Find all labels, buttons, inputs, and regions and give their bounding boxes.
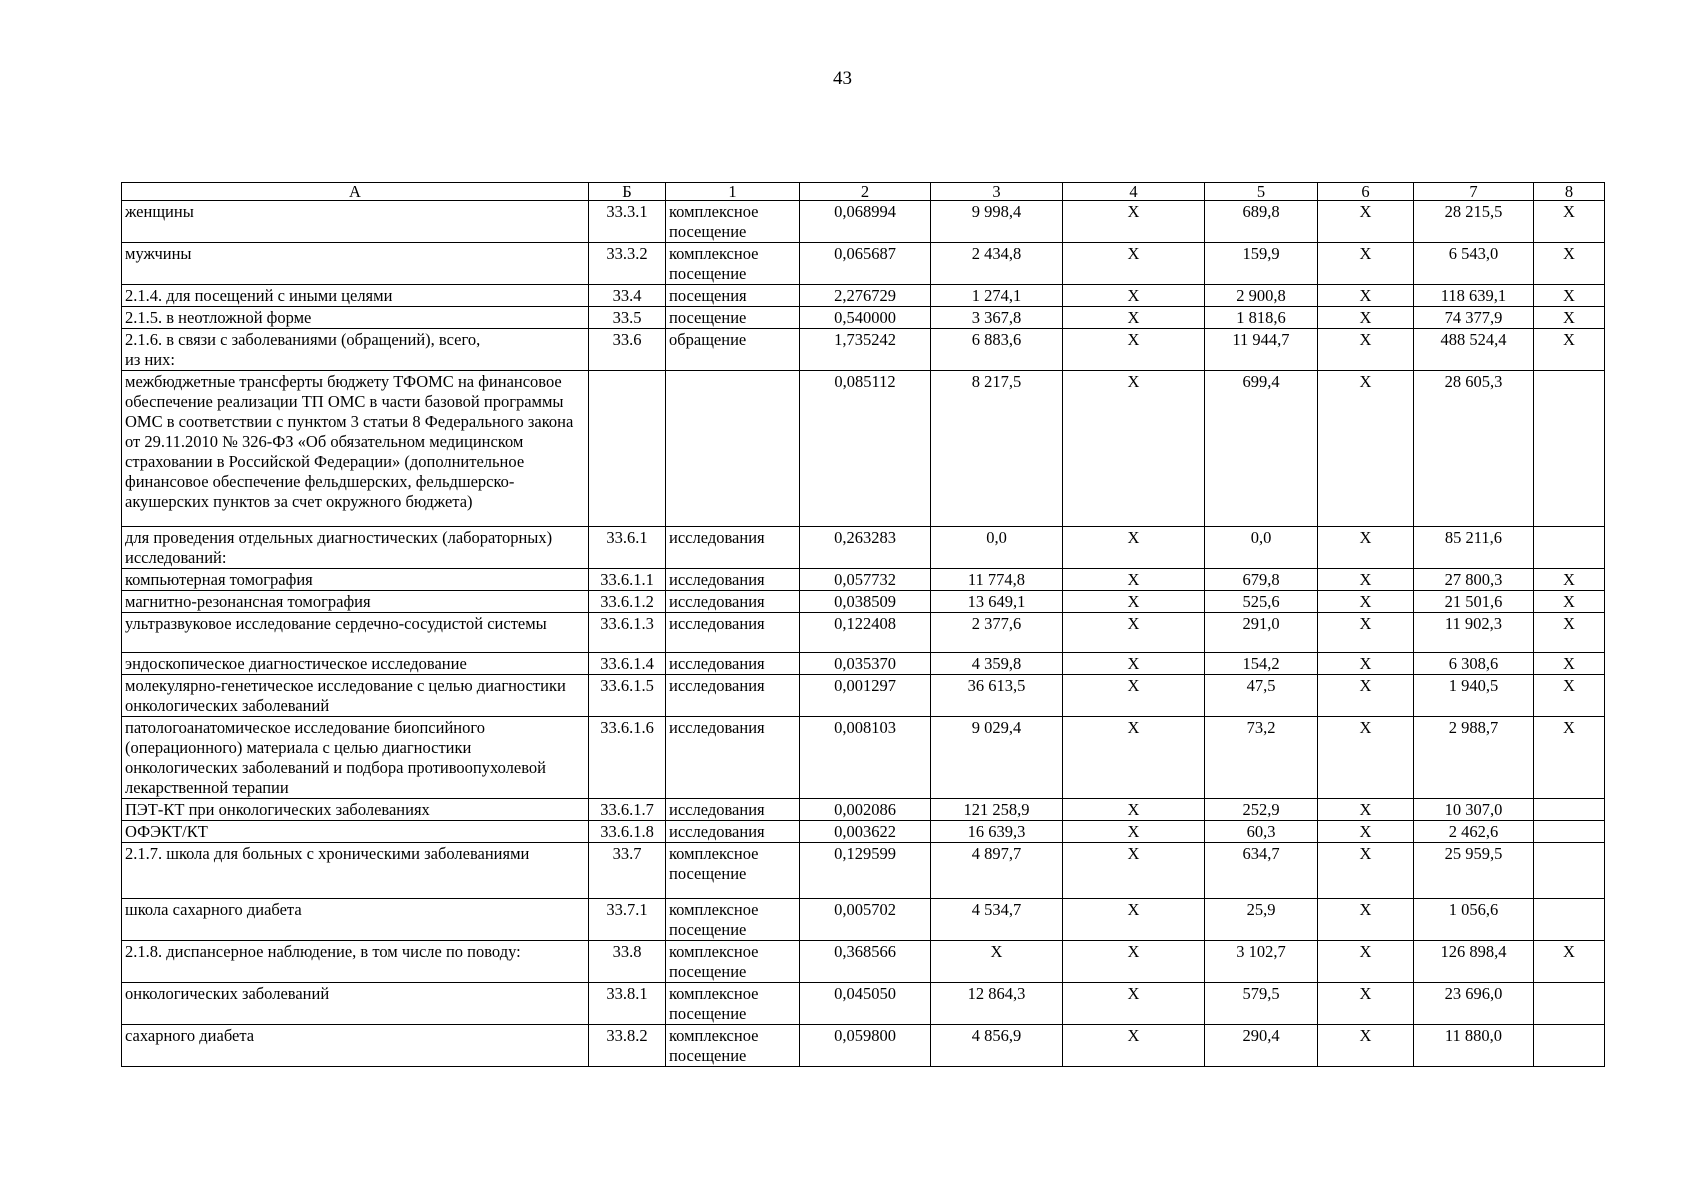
row-col-6: Х [1318, 285, 1414, 307]
row-col-3: 6 883,6 [931, 329, 1063, 371]
row-unit: исследования [666, 613, 800, 653]
row-col-2: 0,005702 [800, 899, 931, 941]
row-col-6: Х [1318, 983, 1414, 1025]
row-col-2: 0,368566 [800, 941, 931, 983]
row-name: школа сахарного диабета [122, 899, 589, 941]
row-col-5: 47,5 [1205, 675, 1318, 717]
row-name-sub: из них: [125, 350, 175, 369]
header-col-2: 2 [800, 183, 931, 201]
row-unit: комплексное посещение [666, 941, 800, 983]
row-code: 33.5 [589, 307, 666, 329]
row-code: 33.7 [589, 843, 666, 899]
row-col-8 [1534, 899, 1605, 941]
row-col-6: Х [1318, 569, 1414, 591]
table-row [122, 201, 1605, 243]
row-col-3: Х [931, 941, 1063, 983]
row-unit: комплексное посещение [666, 843, 800, 899]
data-table [121, 182, 1605, 1067]
row-col-3: 0,0 [931, 527, 1063, 569]
row-col-4: Х [1063, 843, 1205, 899]
row-code: 33.6.1.1 [589, 569, 666, 591]
table-row [122, 675, 1605, 717]
row-name: компьютерная томография [122, 569, 589, 591]
row-col-7: 11 902,3 [1414, 613, 1534, 653]
row-col-8 [1534, 371, 1605, 527]
row-col-6: Х [1318, 613, 1414, 653]
row-col-4: Х [1063, 591, 1205, 613]
row-col-7: 74 377,9 [1414, 307, 1534, 329]
header-col-7: 7 [1414, 183, 1534, 201]
row-unit: исследования [666, 569, 800, 591]
row-col-8 [1534, 799, 1605, 821]
row-name: 2.1.8. диспансерное наблюдение, в том числе по поводу: [122, 941, 589, 983]
row-name: молекулярно-генетическое исследование с целью диагностики онкологических заболеваний [122, 675, 589, 717]
row-code: 33.8 [589, 941, 666, 983]
row-col-5: 689,8 [1205, 201, 1318, 243]
header-col-a: А [122, 183, 589, 201]
row-col-6: Х [1318, 201, 1414, 243]
row-unit: посещения [666, 285, 800, 307]
row-col-2: 0,001297 [800, 675, 931, 717]
row-col-7: 23 696,0 [1414, 983, 1534, 1025]
row-col-4: Х [1063, 285, 1205, 307]
row-col-2: 0,038509 [800, 591, 931, 613]
row-col-4: Х [1063, 1025, 1205, 1067]
row-col-8 [1534, 1025, 1605, 1067]
row-col-3: 4 856,9 [931, 1025, 1063, 1067]
header-row [122, 183, 1605, 201]
row-unit: комплексное посещение [666, 1025, 800, 1067]
row-col-7: 2 988,7 [1414, 717, 1534, 799]
row-unit: комплексное посещение [666, 201, 800, 243]
row-name: ОФЭКТ/КТ [122, 821, 589, 843]
row-name-main: 2.1.6. в связи с заболеваниями (обращений), всего, [125, 330, 481, 349]
row-col-2: 0,068994 [800, 201, 931, 243]
row-code: 33.3.1 [589, 201, 666, 243]
row-col-6: Х [1318, 843, 1414, 899]
row-name [122, 329, 589, 371]
row-col-6: Х [1318, 717, 1414, 799]
row-name: межбюджетные трансферты бюджету ТФОМС на финансовое обеспечение реализации ТП ОМС в части базовой программы ОМС в соответствии с пунктом 3 статьи 8 Федерального закона от 29.11.2010 № 326-ФЗ «Об обязательном медицинском страховании в Российской Федерации» (дополнительное финансовое обеспечение фельдшерских, фельдшерско-акушерских пунктов за счет окружного бюджета) [122, 371, 589, 527]
row-name: мужчины [122, 243, 589, 285]
row-col-7: 10 307,0 [1414, 799, 1534, 821]
row-col-3: 4 897,7 [931, 843, 1063, 899]
table-row [122, 1025, 1605, 1067]
row-name: ультразвуковое исследование сердечно-сосудистой системы [122, 613, 589, 653]
row-col-4: Х [1063, 983, 1205, 1025]
row-col-3: 9 998,4 [931, 201, 1063, 243]
row-col-2: 0,129599 [800, 843, 931, 899]
row-col-7: 118 639,1 [1414, 285, 1534, 307]
row-col-8: Х [1534, 569, 1605, 591]
row-code: 33.6.1 [589, 527, 666, 569]
row-col-6: Х [1318, 899, 1414, 941]
row-col-7: 28 215,5 [1414, 201, 1534, 243]
table-row [122, 653, 1605, 675]
row-unit: исследования [666, 527, 800, 569]
row-code: 33.6.1.3 [589, 613, 666, 653]
row-col-2: 0,122408 [800, 613, 931, 653]
row-code: 33.8.1 [589, 983, 666, 1025]
table-row [122, 591, 1605, 613]
row-col-6: Х [1318, 675, 1414, 717]
row-name: патологоанатомическое исследование биопсийного (операционного) материала с целью диагностики онкологических заболеваний и подбора противоопухолевой лекарственной терапии [122, 717, 589, 799]
row-col-3: 36 613,5 [931, 675, 1063, 717]
table-row [122, 527, 1605, 569]
row-col-6: Х [1318, 653, 1414, 675]
row-col-5: 252,9 [1205, 799, 1318, 821]
table-row [122, 307, 1605, 329]
row-unit [666, 371, 800, 527]
row-col-6: Х [1318, 941, 1414, 983]
row-col-6: Х [1318, 591, 1414, 613]
row-col-4: Х [1063, 243, 1205, 285]
row-code: 33.6.1.6 [589, 717, 666, 799]
row-col-7: 6 543,0 [1414, 243, 1534, 285]
row-col-8: Х [1534, 591, 1605, 613]
row-col-7: 27 800,3 [1414, 569, 1534, 591]
row-col-2: 0,540000 [800, 307, 931, 329]
row-col-3: 11 774,8 [931, 569, 1063, 591]
row-col-4: Х [1063, 653, 1205, 675]
row-col-8 [1534, 843, 1605, 899]
row-code: 33.7.1 [589, 899, 666, 941]
row-col-4: Х [1063, 569, 1205, 591]
row-col-4: Х [1063, 307, 1205, 329]
row-name: женщины [122, 201, 589, 243]
table-row [122, 941, 1605, 983]
row-col-6: Х [1318, 371, 1414, 527]
row-col-3: 2 377,6 [931, 613, 1063, 653]
row-col-5: 699,4 [1205, 371, 1318, 527]
row-name: ПЭТ-КТ при онкологических заболеваниях [122, 799, 589, 821]
row-col-4: Х [1063, 899, 1205, 941]
row-name: магнитно-резонансная томография [122, 591, 589, 613]
row-col-2: 0,065687 [800, 243, 931, 285]
row-col-5: 679,8 [1205, 569, 1318, 591]
row-col-4: Х [1063, 329, 1205, 371]
row-col-4: Х [1063, 941, 1205, 983]
row-name: 2.1.7. школа для больных с хроническими заболеваниями [122, 843, 589, 899]
row-col-5: 154,2 [1205, 653, 1318, 675]
row-col-8: Х [1534, 653, 1605, 675]
row-col-3: 12 864,3 [931, 983, 1063, 1025]
row-col-8: Х [1534, 307, 1605, 329]
row-unit: обращение [666, 329, 800, 371]
row-col-5: 291,0 [1205, 613, 1318, 653]
row-col-7: 488 524,4 [1414, 329, 1534, 371]
header-col-5: 5 [1205, 183, 1318, 201]
table-body [122, 201, 1605, 1067]
row-unit: исследования [666, 821, 800, 843]
row-col-6: Х [1318, 527, 1414, 569]
row-col-2: 2,276729 [800, 285, 931, 307]
row-col-5: 11 944,7 [1205, 329, 1318, 371]
row-col-3: 3 367,8 [931, 307, 1063, 329]
row-col-7: 2 462,6 [1414, 821, 1534, 843]
row-col-8 [1534, 821, 1605, 843]
row-col-5: 3 102,7 [1205, 941, 1318, 983]
row-col-4: Х [1063, 675, 1205, 717]
row-col-5: 525,6 [1205, 591, 1318, 613]
row-col-5: 634,7 [1205, 843, 1318, 899]
row-code: 33.6.1.8 [589, 821, 666, 843]
row-col-8 [1534, 983, 1605, 1025]
header-col-8: 8 [1534, 183, 1605, 201]
row-code: 33.6 [589, 329, 666, 371]
row-col-5: 1 818,6 [1205, 307, 1318, 329]
row-col-5: 60,3 [1205, 821, 1318, 843]
table-row [122, 899, 1605, 941]
row-col-3: 4 534,7 [931, 899, 1063, 941]
row-col-5: 159,9 [1205, 243, 1318, 285]
row-col-4: Х [1063, 201, 1205, 243]
row-col-3: 9 029,4 [931, 717, 1063, 799]
row-code: 33.6.1.5 [589, 675, 666, 717]
row-col-2: 0,002086 [800, 799, 931, 821]
row-code: 33.6.1.7 [589, 799, 666, 821]
row-col-5: 579,5 [1205, 983, 1318, 1025]
row-unit: исследования [666, 591, 800, 613]
row-code: 33.8.2 [589, 1025, 666, 1067]
header-col-4: 4 [1063, 183, 1205, 201]
row-unit: комплексное посещение [666, 983, 800, 1025]
row-col-2: 0,263283 [800, 527, 931, 569]
row-col-2: 0,035370 [800, 653, 931, 675]
row-name: сахарного диабета [122, 1025, 589, 1067]
row-col-5: 2 900,8 [1205, 285, 1318, 307]
row-col-2: 0,085112 [800, 371, 931, 527]
row-col-4: Х [1063, 821, 1205, 843]
row-col-6: Х [1318, 1025, 1414, 1067]
row-col-3: 16 639,3 [931, 821, 1063, 843]
row-code: 33.4 [589, 285, 666, 307]
header-col-3: 3 [931, 183, 1063, 201]
row-code: 33.6.1.2 [589, 591, 666, 613]
row-col-2: 0,059800 [800, 1025, 931, 1067]
row-col-4: Х [1063, 371, 1205, 527]
header-col-1: 1 [666, 183, 800, 201]
row-name: для проведения отдельных диагностических (лабораторных) исследований: [122, 527, 589, 569]
row-col-7: 11 880,0 [1414, 1025, 1534, 1067]
row-col-8: Х [1534, 941, 1605, 983]
row-col-6: Х [1318, 821, 1414, 843]
row-col-5: 290,4 [1205, 1025, 1318, 1067]
row-unit: исследования [666, 653, 800, 675]
row-col-8: Х [1534, 285, 1605, 307]
row-col-4: Х [1063, 717, 1205, 799]
table-row [122, 613, 1605, 653]
row-col-8: Х [1534, 613, 1605, 653]
row-col-4: Х [1063, 527, 1205, 569]
header-col-b: Б [589, 183, 666, 201]
table-row [122, 983, 1605, 1025]
row-col-2: 0,057732 [800, 569, 931, 591]
table-row [122, 717, 1605, 799]
row-col-3: 8 217,5 [931, 371, 1063, 527]
row-col-8: Х [1534, 675, 1605, 717]
row-col-7: 6 308,6 [1414, 653, 1534, 675]
row-col-6: Х [1318, 799, 1414, 821]
table-row [122, 371, 1605, 527]
table-row [122, 843, 1605, 899]
row-col-8: Х [1534, 329, 1605, 371]
page-number: 43 [833, 68, 852, 89]
row-col-7: 85 211,6 [1414, 527, 1534, 569]
row-unit: посещение [666, 307, 800, 329]
row-name: 2.1.4. для посещений с иными целями [122, 285, 589, 307]
row-unit: комплексное посещение [666, 243, 800, 285]
row-col-7: 21 501,6 [1414, 591, 1534, 613]
row-name: онкологических заболеваний [122, 983, 589, 1025]
row-col-5: 73,2 [1205, 717, 1318, 799]
row-col-4: Х [1063, 613, 1205, 653]
row-col-7: 126 898,4 [1414, 941, 1534, 983]
row-col-5: 0,0 [1205, 527, 1318, 569]
row-unit: исследования [666, 799, 800, 821]
row-col-5: 25,9 [1205, 899, 1318, 941]
row-code: 33.3.2 [589, 243, 666, 285]
header-col-6: 6 [1318, 183, 1414, 201]
row-col-3: 121 258,9 [931, 799, 1063, 821]
row-col-6: Х [1318, 307, 1414, 329]
row-unit: комплексное посещение [666, 899, 800, 941]
row-col-7: 1 056,6 [1414, 899, 1534, 941]
table-row [122, 329, 1605, 371]
row-col-6: Х [1318, 329, 1414, 371]
row-col-7: 28 605,3 [1414, 371, 1534, 527]
row-unit: исследования [666, 717, 800, 799]
row-code [589, 371, 666, 527]
row-col-3: 2 434,8 [931, 243, 1063, 285]
row-col-8: Х [1534, 243, 1605, 285]
row-col-4: Х [1063, 799, 1205, 821]
row-code: 33.6.1.4 [589, 653, 666, 675]
row-col-7: 1 940,5 [1414, 675, 1534, 717]
table-row [122, 569, 1605, 591]
row-col-2: 0,003622 [800, 821, 931, 843]
row-col-3: 1 274,1 [931, 285, 1063, 307]
table-row [122, 243, 1605, 285]
row-col-6: Х [1318, 243, 1414, 285]
row-col-3: 13 649,1 [931, 591, 1063, 613]
row-col-8: Х [1534, 717, 1605, 799]
row-col-3: 4 359,8 [931, 653, 1063, 675]
row-unit: исследования [666, 675, 800, 717]
table-row [122, 285, 1605, 307]
row-col-2: 0,045050 [800, 983, 931, 1025]
row-name: 2.1.5. в неотложной форме [122, 307, 589, 329]
table-row [122, 799, 1605, 821]
row-col-8: Х [1534, 201, 1605, 243]
row-col-2: 0,008103 [800, 717, 931, 799]
table-row [122, 821, 1605, 843]
row-name: эндоскопическое диагностическое исследование [122, 653, 589, 675]
row-col-8 [1534, 527, 1605, 569]
row-col-2: 1,735242 [800, 329, 931, 371]
row-col-7: 25 959,5 [1414, 843, 1534, 899]
